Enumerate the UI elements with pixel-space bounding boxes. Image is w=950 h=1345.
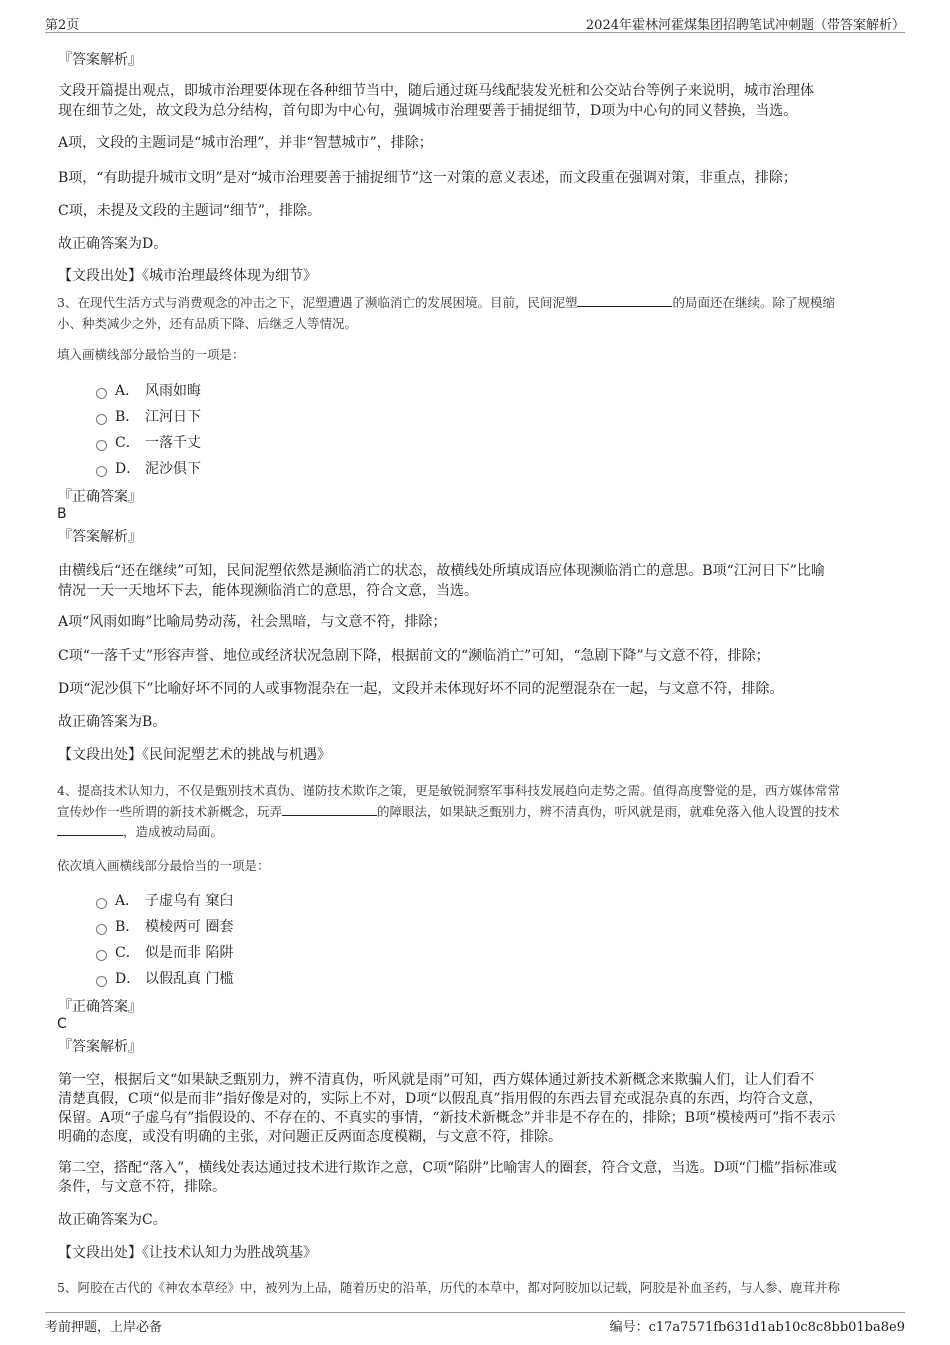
option-key: A． bbox=[115, 383, 140, 399]
q3-option-c[interactable] bbox=[96, 432, 201, 454]
analysis-label: 『答案解析』 bbox=[58, 1039, 142, 1055]
radio-icon[interactable] bbox=[96, 976, 107, 987]
option-text: 以假乱真 门槛 bbox=[145, 971, 234, 987]
document-title: 2024年霍林河霍煤集团招聘笔试冲刺题（带答案解析） bbox=[585, 18, 905, 33]
footer-slogan: 考前押题，上岸必备 bbox=[45, 1320, 163, 1335]
q3-option-a[interactable] bbox=[96, 380, 201, 402]
option-text: 一落千丈 bbox=[145, 435, 201, 451]
question-4-prompt: 依次填入画横线部分最恰当的一项是： bbox=[57, 858, 270, 873]
question-3-stem bbox=[57, 292, 897, 313]
analysis-text-line: 条件，与文意不符，排除。 bbox=[58, 1179, 226, 1195]
analysis-text-line: 明确的态度，或没有明确的主张，对问题正反两面态度模糊，与文意不符，排除。 bbox=[58, 1129, 562, 1145]
document-code: 编号：c17a7571fb631d1ab10c8c8bb01ba8e9 bbox=[609, 1320, 905, 1335]
option-a-analysis: A项，文段的主题词是“城市治理”，并非“智慧城市”，排除； bbox=[58, 135, 433, 151]
radio-icon[interactable] bbox=[96, 924, 107, 935]
option-text: 似是而非 陷阱 bbox=[145, 945, 234, 961]
analysis-text-line: 第二空，搭配“落入”，横线处表达通过技术进行欺诈之意，C项“陷阱”比喻害人的圈套，符合文意，当选。D项“门槛”指标准或 bbox=[58, 1160, 837, 1176]
radio-icon[interactable] bbox=[96, 950, 107, 961]
option-key: D． bbox=[115, 971, 141, 987]
option-c-analysis: C项，未提及文段的主题词“细节”，排除。 bbox=[58, 203, 322, 219]
fill-blank bbox=[57, 823, 123, 836]
analysis-label: 『答案解析』 bbox=[58, 529, 142, 545]
radio-icon[interactable] bbox=[96, 898, 107, 909]
analysis-label: 『答案解析』 bbox=[58, 52, 142, 68]
option-text: 风雨如晦 bbox=[145, 383, 201, 399]
q4-option-a[interactable] bbox=[96, 890, 233, 912]
option-b-analysis: B项，“有助提升城市文明”是对“城市治理要善于捕捉细节”这一对策的意义表述，而文段重在强调对策，非重点，排除； bbox=[58, 170, 797, 186]
option-key: C． bbox=[115, 945, 140, 961]
question-4-stem bbox=[57, 801, 897, 822]
page-number: 第2页 bbox=[45, 18, 80, 33]
q4-option-c[interactable] bbox=[96, 942, 233, 964]
option-key: B． bbox=[115, 409, 140, 425]
conclusion: 故正确答案为D。 bbox=[58, 236, 168, 252]
source: 【文段出处】《城市治理最终体现为细节》 bbox=[58, 268, 317, 284]
analysis-text-line: 第一空，根据后文“如果缺乏甄别力，辨不清真伪，听风就是雨”可知，西方媒体通过新技术新概念来欺骗人们，让人们看不 bbox=[58, 1072, 815, 1088]
q3-option-d[interactable] bbox=[96, 458, 201, 480]
analysis-text-line: 清楚真假，C项“似是而非”指好像是对的，实际上不对，D项“以假乱真”指用假的东西去冒充或混杂真的东西，均符合文意， bbox=[58, 1091, 823, 1107]
analysis-text-line: 文段开篇提出观点，即城市治理要体现在各种细节当中，随后通过斑马线配装发光桩和公交站台等例子来说明，城市治理体 bbox=[58, 83, 814, 99]
option-text: 子虚乌有 窠臼 bbox=[145, 893, 234, 909]
radio-icon[interactable] bbox=[96, 414, 107, 425]
option-key: A． bbox=[115, 893, 140, 909]
option-text: 模棱两可 圈套 bbox=[145, 919, 234, 935]
q4-option-b[interactable] bbox=[96, 916, 233, 938]
q4-option-d[interactable] bbox=[96, 968, 233, 990]
option-a-analysis: A项“风雨如晦”比喻局势动荡，社会黑暗，与文意不符，排除； bbox=[58, 614, 447, 630]
radio-icon[interactable] bbox=[96, 440, 107, 451]
correct-answer-label: 『正确答案』 bbox=[58, 489, 142, 505]
option-text: 泥沙俱下 bbox=[145, 461, 201, 477]
question-4-stem-line: 4、提高技术认知力，不仅是甄别技术真伪、谨防技术欺诈之策，更是敏锐洞察军事科技发展趋向走势之需。值得高度警觉的是，西方媒体常常 bbox=[57, 783, 840, 798]
option-c-analysis: C项“一落千丈”形容声誉、地位或经济状况急剧下降，根据前文的“濒临消亡”可知，“急剧下降”与文意不符，排除； bbox=[58, 648, 770, 664]
conclusion: 故正确答案为C。 bbox=[58, 1212, 167, 1228]
analysis-text-line: 现在细节之处，故文段为总分结构，首句即为中心句，强调城市治理要善于捕捉细节，D项为中心句的同义替换，当选。 bbox=[58, 103, 798, 119]
correct-answer-label: 『正确答案』 bbox=[58, 999, 142, 1015]
question-4-stem-text: ，造成被动局面。 bbox=[123, 824, 224, 839]
question-4-stem bbox=[57, 821, 897, 842]
fill-blank bbox=[282, 803, 377, 816]
question-4-stem-text: 宣传炒作一些所谓的新技术新概念，玩弄 bbox=[57, 804, 283, 819]
source: 【文段出处】《民间泥塑艺术的挑战与机遇》 bbox=[58, 747, 331, 763]
page-header bbox=[45, 14, 905, 33]
analysis-text-line: 情况一天一天地坏下去，能体现濒临消亡的意思，符合文意，当选。 bbox=[58, 583, 478, 599]
analysis-text-line: 保留。A项“子虚乌有”指假设的、不存在的、不真实的事情，“新技术新概念”并非是不存在的，排除；B项“模棱两可”指不表示 bbox=[58, 1110, 836, 1126]
conclusion: 故正确答案为B。 bbox=[58, 714, 167, 730]
question-4-stem-text: 的障眼法，如果缺乏甄别力，辨不清真伪，听风就是雨，就难免落入他人设置的技术 bbox=[377, 804, 840, 819]
question-3-stem-text: 3、在现代生活方式与消费观念的冲击之下，泥塑遭遇了濒临消亡的发展困境。目前，民间泥塑 bbox=[57, 295, 578, 310]
option-key: D． bbox=[115, 461, 141, 477]
option-key: C． bbox=[115, 435, 140, 451]
option-d-analysis: D项“泥沙俱下”比喻好坏不同的人或事物混杂在一起，文段并未体现好坏不同的泥塑混杂在一起，与文意不符，排除。 bbox=[58, 681, 784, 697]
option-key: B． bbox=[115, 919, 140, 935]
q3-option-b[interactable] bbox=[96, 406, 201, 428]
question-3-prompt: 填入画横线部分最恰当的一项是： bbox=[57, 347, 245, 362]
correct-answer: C bbox=[57, 1016, 67, 1032]
radio-icon[interactable] bbox=[96, 466, 107, 477]
radio-icon[interactable] bbox=[96, 388, 107, 399]
question-3-stem-line: 小、种类减少之外，还有品质下降、后继乏人等情况。 bbox=[57, 316, 358, 331]
fill-blank bbox=[577, 294, 672, 307]
question-5-stem-line: 5、阿胶在古代的《神农本草经》中，被列为上品，随着历史的沿革，历代的本草中，都对阿胶加以记载，阿胶是补血圣药，与人参、鹿茸并称 bbox=[57, 1280, 840, 1295]
correct-answer: B bbox=[57, 506, 67, 522]
option-text: 江河日下 bbox=[145, 409, 201, 425]
source: 【文段出处】《让技术认知力为胜战筑基》 bbox=[58, 1245, 317, 1261]
question-3-stem-text: 的局面还在继续。除了规模缩 bbox=[672, 295, 835, 310]
page-footer bbox=[45, 1312, 905, 1335]
analysis-text-line: 由横线后“还在继续”可知，民间泥塑依然是濒临消亡的状态，故横线处所填成语应体现濒临消亡的意思。B项“江河日下”比喻 bbox=[58, 563, 825, 579]
